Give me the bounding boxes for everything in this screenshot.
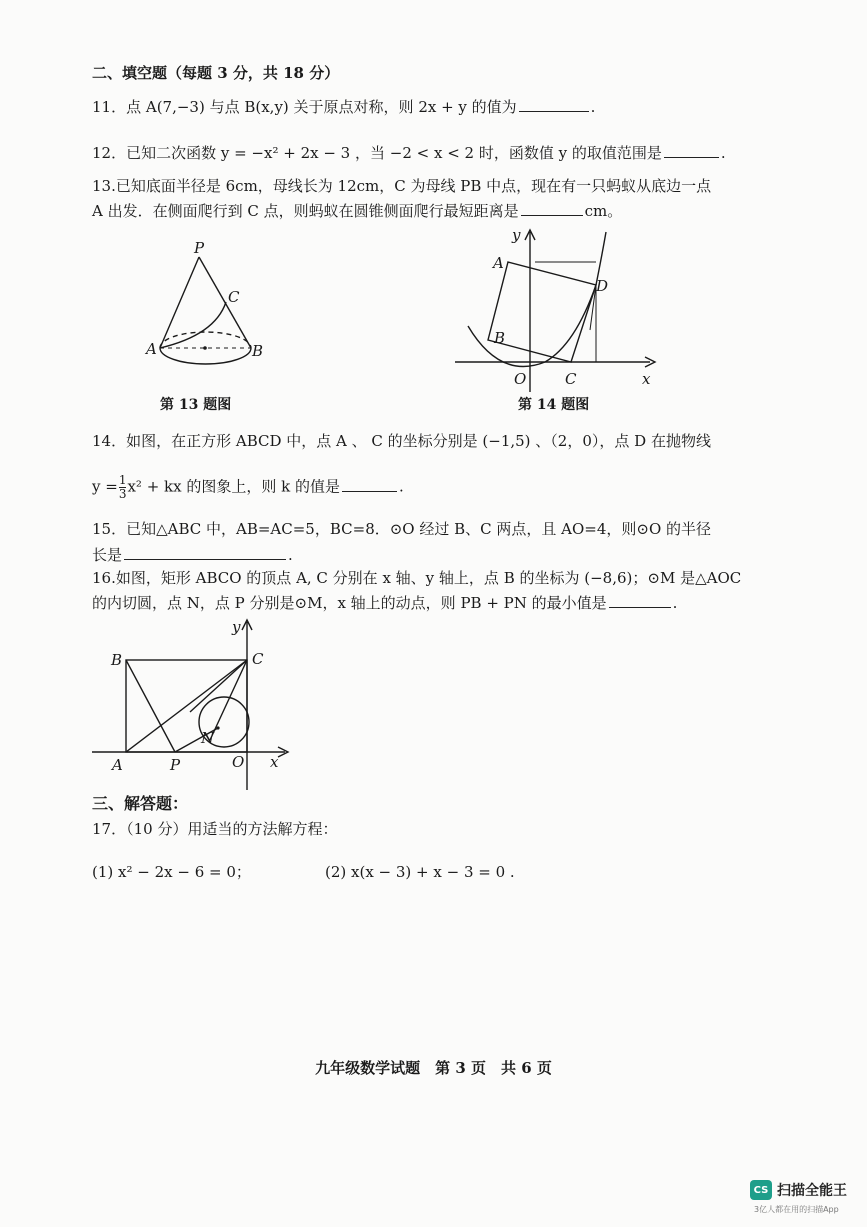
fig16-label-N: N <box>201 729 215 747</box>
section-title-answer: 三、解答题： <box>92 794 189 813</box>
question-16-line2 <box>92 592 677 614</box>
question-14-line1: 14．如图，在正方形 ABCD 中，点 A 、 C 的坐标分别是 (−1,5) 、（2，0），点 D 在抛物线 <box>92 432 711 450</box>
fig16-label-C: C <box>252 650 264 668</box>
q13-unit: cm。 <box>584 202 623 220</box>
fig13-label-P: P <box>194 239 205 257</box>
q12-text: 12．已知二次函数 y = −x² + 2x − 3 ，当 −2 < x < 2 时，函数值 y 的取值范围是 <box>92 144 662 162</box>
question-13-line2 <box>92 200 622 222</box>
q14-frac-numerator: 1 <box>118 473 127 487</box>
q16-answer-blank <box>609 593 671 608</box>
q15-end: . <box>288 546 293 564</box>
fig14-label-D: D <box>596 277 609 295</box>
figure-14-caption: 第 14 题图 <box>518 397 590 413</box>
question-12 <box>92 142 726 164</box>
fig16-label-A: A <box>112 756 123 774</box>
q14-text: x² + kx 的图象上，则 k 的值是 <box>127 477 340 496</box>
q13-answer-blank <box>521 201 583 216</box>
fig16-label-y: y <box>232 618 241 636</box>
question-13-line1: 13.已知底面半径是 6cm，母线长为 12cm，C 为母线 PB 中点，现在有一只蚂蚁从底边一点 <box>92 177 712 195</box>
question-15-line1: 15．已知△ABC 中，AB=AC=5，BC=8．⊙O 经过 B、C 两点，且 AO=4，则⊙O 的半径 <box>92 520 712 538</box>
q16-end: . <box>672 594 678 612</box>
question-15-line2 <box>92 544 293 566</box>
scanner-tagline: 3亿人都在用的扫描App <box>754 1205 839 1214</box>
fig16-label-B: B <box>111 651 123 669</box>
q14-end: . <box>398 477 404 496</box>
q14-eq-start: y = <box>92 477 118 496</box>
fig14-label-B: B <box>494 329 506 347</box>
q16-text: 的内切圆，点 N，点 P 分别是⊙M，x 轴上的动点，则 PB + PN 的最小值是 <box>92 594 607 612</box>
fig14-label-C: C <box>565 370 577 388</box>
fig16-label-P: P <box>170 756 181 774</box>
q12-answer-blank <box>664 143 719 158</box>
question-17-part1: (1) x² − 2x − 6 = 0； <box>92 863 251 881</box>
scanner-brand: 扫描全能王 <box>777 1183 847 1199</box>
q14-answer-blank <box>342 477 397 492</box>
fig16-label-O: O <box>232 753 245 771</box>
question-16-line1: 16.如图，矩形 ABCO 的顶点 A, C 分别在 x 轴、y 轴上，点 B 的坐标为 (−8,6)；⊙M 是△AOC <box>92 569 742 587</box>
section-title-fill-blank: 二、填空题（每题 3 分，共 18 分） <box>92 64 340 82</box>
figure-13-caption: 第 13 题图 <box>160 397 232 413</box>
q11-end: . <box>590 98 596 116</box>
q12-end: . <box>720 144 726 162</box>
fig14-label-y: y <box>512 226 521 244</box>
q15-text: 长是 <box>92 546 123 564</box>
q14-frac-denominator: 3 <box>118 487 127 501</box>
question-17-part2: (2) x(x − 3) + x − 3 = 0 . <box>325 863 515 881</box>
fig16-label-x: x <box>270 753 279 771</box>
fig13-label-A: A <box>146 340 157 358</box>
question-11 <box>92 96 595 118</box>
q11-text: 11．点 A(7,−3) 与点 B(x,y) 关于原点对称，则 2x + y 的值为 <box>92 98 517 116</box>
q14-fraction <box>119 474 127 501</box>
fig13-label-B: B <box>252 342 264 360</box>
fig13-label-C: C <box>228 288 240 306</box>
page-footer: 九年级数学试题 第 3 页 共 6 页 <box>315 1059 552 1077</box>
fig14-label-A: A <box>493 254 504 272</box>
scanner-logo-icon: CS <box>750 1180 772 1200</box>
question-14-line2 <box>92 474 404 501</box>
q13-text: A 出发．在侧面爬行到 C 点，则蚂蚁在圆锥侧面爬行最短距离是 <box>92 202 519 220</box>
question-17-title: 17．（10 分）用适当的方法解方程： <box>92 820 338 838</box>
fig14-label-x: x <box>642 370 651 388</box>
scanner-watermark <box>750 1180 847 1200</box>
fig14-label-O: O <box>514 370 527 388</box>
q15-answer-blank <box>124 545 286 560</box>
q11-answer-blank <box>519 97 589 112</box>
